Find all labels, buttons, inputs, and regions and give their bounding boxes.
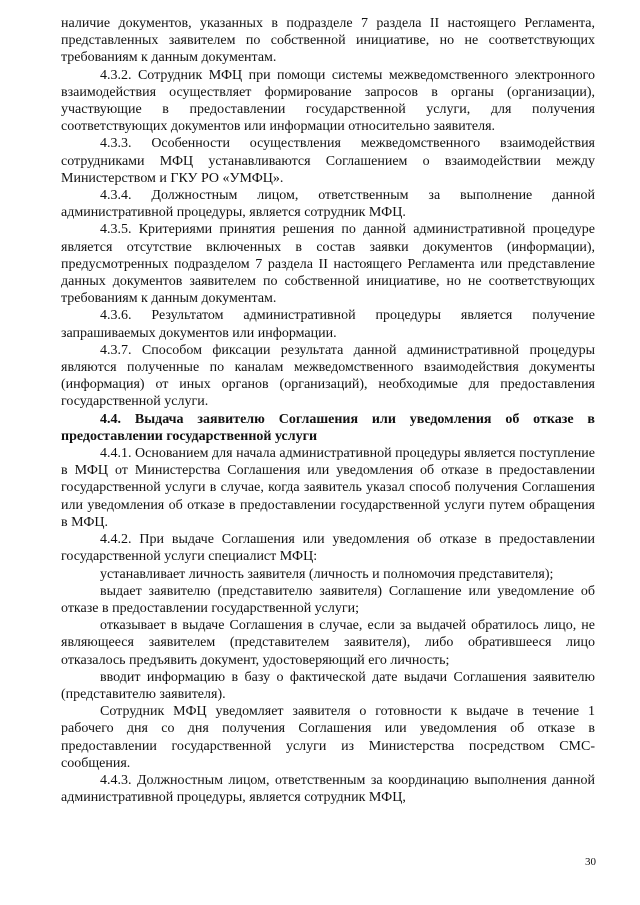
paragraph-4-4-2: 4.4.2. При выдаче Соглашения или уведомления об отказе в предоставлении государственной услуги специалист МФЦ: <box>61 532 595 565</box>
list-item-record: вводит информацию в базу о фактической дате выдачи Соглашения заявителю (представителю заявителя). <box>61 669 595 702</box>
document-body <box>61 15 595 806</box>
paragraph-continuation: наличие документов, указанных в подразделе 7 раздела II настоящего Регламента, представленных заявителем по собственной инициативе, но не соответствующих требованиям к данным документам. <box>61 16 595 66</box>
paragraph-4-4-3: 4.4.3. Должностным лицом, ответственным за координацию выполнения данной административной процедуры, является сотрудник МФЦ, <box>61 772 595 806</box>
list-item-identify: устанавливает личность заявителя (личность и полномочия представителя); <box>100 566 554 582</box>
list-item-issue: выдает заявителю (представителю заявителя) Соглашение или уведомление об отказе в предоставлении государственной услуги; <box>61 583 595 616</box>
list-item-refuse: отказывает в выдаче Соглашения в случае, если за выдачей обратилось лицо, не являющееся заявителем (представителем заявителя), либо обратившееся лицо отказалось предъявить документ, удостоверяющий его личность; <box>61 618 595 668</box>
paragraph-4-3-5: 4.3.5. Критериями принятия решения по данной административной процедуре является отсутствие включенных в состав заявки документов (информации), предусмотренных подразделом 7 раздела II настоящего Регламента или представление данных документов заявителем по собственной инициативе, но не соответствующих требованиям к данным документам. <box>61 222 595 307</box>
section-heading-4-4: 4.4. Выдача заявителю Соглашения или уведомления об отказе в предоставлении государственной услуги <box>61 411 595 444</box>
paragraph-4-3-6: 4.3.6. Результатом административной процедуры является получение запрашиваемых документов или информации. <box>61 308 595 341</box>
paragraph-4-4-1: 4.4.1. Основанием для начала административной процедуры является поступление в МФЦ от Министерства Соглашения или уведомления об отказе в предоставлении государственной услуги в случае, когда заявитель указал способ получения Соглашения или уведомления об отказе в предоставлении государственной услуги путем обращения в МФЦ. <box>61 446 595 530</box>
paragraph-notification: Сотрудник МФЦ уведомляет заявителя о готовности к выдаче в течение 1 рабочего дня со дня получения Соглашения или уведомления об отказе в предоставлении государственной услуги из Министерства посредством СМС-сообщения. <box>61 704 595 771</box>
paragraph-4-3-3: 4.3.3. Особенности осуществления межведомственного взаимодействия сотрудниками МФЦ устанавливаются Соглашением о взаимодействии между Министерством и ГКУ РО «УМФЦ». <box>61 136 595 186</box>
paragraph-4-3-7: 4.3.7. Способом фиксации результата данной административной процедуры являются полученные по каналам межведомственного взаимодействия документы (информация) от иных органов (организаций), необходимые для предоставления государственной услуги. <box>61 342 595 410</box>
page-number: 30 <box>585 856 596 868</box>
paragraph-4-3-4: 4.3.4. Должностным лицом, ответственным за выполнение данной административной процедуры, является сотрудник МФЦ. <box>61 188 595 221</box>
paragraph-4-3-2: 4.3.2. Сотрудник МФЦ при помощи системы межведомственного электронного взаимодействия осуществляет формирование запросов в органы (организации), участвующие в предоставлении государственной услуги, для получения соответствующих документов или информации относительно заявителя. <box>61 67 595 135</box>
